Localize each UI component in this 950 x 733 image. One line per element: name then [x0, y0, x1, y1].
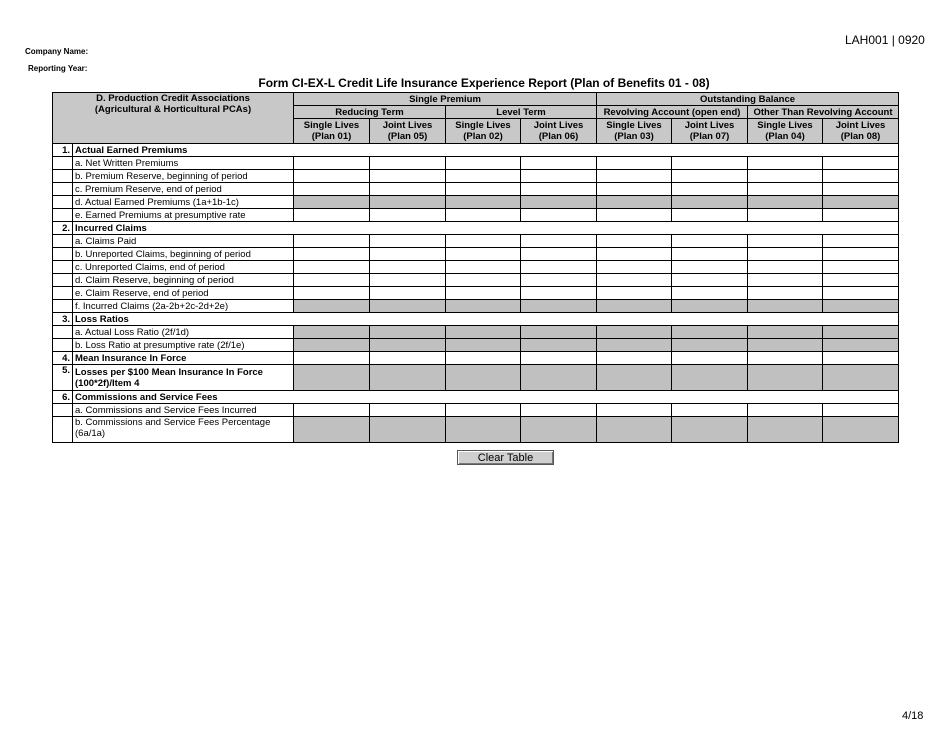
input-cell[interactable] [597, 209, 672, 222]
input-cell[interactable] [370, 404, 446, 417]
input-cell[interactable] [823, 352, 899, 365]
input-cell[interactable] [597, 248, 672, 261]
amount-input[interactable] [296, 352, 367, 364]
calculated-cell [597, 417, 672, 443]
input-cell[interactable] [370, 352, 446, 365]
number-spacer: 3. [53, 313, 73, 326]
input-cell[interactable] [521, 274, 597, 287]
amount-input[interactable] [825, 209, 896, 221]
input-cell[interactable] [370, 183, 446, 196]
number-spacer [53, 261, 73, 274]
input-cell[interactable] [294, 261, 370, 274]
input-cell[interactable] [748, 352, 823, 365]
input-cell[interactable] [446, 404, 521, 417]
amount-input[interactable] [296, 157, 367, 169]
amount-input[interactable] [296, 209, 367, 221]
amount-input[interactable] [296, 274, 367, 286]
input-cell[interactable] [446, 352, 521, 365]
input-cell[interactable] [521, 157, 597, 170]
number-spacer: Incurred Claims [73, 222, 899, 235]
input-cell[interactable] [370, 235, 446, 248]
input-cell[interactable] [294, 248, 370, 261]
calculated-cell [597, 326, 672, 339]
amount-input[interactable] [599, 157, 669, 169]
amount-input[interactable] [523, 274, 594, 286]
number-spacer: e. Claim Reserve, end of period [73, 287, 294, 300]
calculated-cell [521, 300, 597, 313]
calculated-cell [672, 196, 748, 209]
calculated-cell [446, 417, 521, 443]
input-cell[interactable] [446, 183, 521, 196]
number-spacer: a. Net Written Premiums [73, 157, 294, 170]
calculated-cell [521, 339, 597, 352]
amount-input[interactable] [599, 235, 669, 247]
calculated-cell [521, 417, 597, 443]
input-cell[interactable] [294, 287, 370, 300]
input-cell[interactable] [672, 352, 748, 365]
input-cell[interactable] [672, 209, 748, 222]
subgroup-level-term: Level Term [446, 106, 597, 119]
amount-input[interactable] [523, 209, 594, 221]
input-cell[interactable] [446, 235, 521, 248]
calculated-cell [370, 300, 446, 313]
amount-input[interactable] [523, 170, 594, 182]
input-cell[interactable] [748, 209, 823, 222]
amount-input[interactable] [372, 287, 443, 299]
calculated-cell [294, 365, 370, 391]
corner-subtitle: (Agricultural & Horticultural PCAs) [94, 104, 252, 115]
col-plan-05: Joint Lives (Plan 05) [370, 119, 446, 144]
number-spacer [53, 326, 73, 339]
amount-input[interactable] [448, 261, 518, 273]
input-cell[interactable] [748, 183, 823, 196]
amount-input[interactable] [674, 274, 745, 286]
amount-input[interactable] [750, 170, 820, 182]
input-cell[interactable] [597, 404, 672, 417]
experience-report-table [52, 92, 899, 443]
input-cell[interactable] [294, 157, 370, 170]
amount-input[interactable] [296, 170, 367, 182]
input-cell[interactable] [370, 261, 446, 274]
amount-input[interactable] [523, 404, 594, 416]
number-spacer: b. Premium Reserve, beginning of period [73, 170, 294, 183]
amount-input[interactable] [674, 183, 745, 195]
input-cell[interactable] [597, 274, 672, 287]
number-spacer: f. Incurred Claims (2a-2b+2c-2d+2e) [73, 300, 294, 313]
amount-input[interactable] [750, 352, 820, 364]
input-cell[interactable] [672, 261, 748, 274]
calculated-cell [748, 326, 823, 339]
subgroup-reducing-term: Reducing Term [294, 106, 446, 119]
input-cell[interactable] [823, 209, 899, 222]
input-cell[interactable] [294, 235, 370, 248]
number-spacer [53, 417, 73, 443]
amount-input[interactable] [599, 209, 669, 221]
calculated-cell [370, 196, 446, 209]
number-spacer: c. Unreported Claims, end of period [73, 261, 294, 274]
calculated-cell [294, 417, 370, 443]
calculated-cell [748, 417, 823, 443]
amount-input[interactable] [296, 235, 367, 247]
col-plan-06: Joint Lives (Plan 06) [521, 119, 597, 144]
amount-input[interactable] [674, 352, 745, 364]
number-spacer [53, 274, 73, 287]
amount-input[interactable] [750, 235, 820, 247]
amount-input[interactable] [825, 170, 896, 182]
number-spacer: Losses per $100 Mean Insurance In Force (100*2f)/Item 4 [73, 365, 294, 391]
group-outstanding-balance: Outstanding Balance [597, 93, 899, 106]
amount-input[interactable] [599, 287, 669, 299]
input-cell[interactable] [521, 235, 597, 248]
input-cell[interactable] [294, 183, 370, 196]
input-cell[interactable] [672, 274, 748, 287]
calculated-cell [446, 365, 521, 391]
number-spacer: 6. [53, 391, 73, 404]
input-cell[interactable] [521, 404, 597, 417]
input-cell[interactable] [597, 235, 672, 248]
amount-input[interactable] [599, 261, 669, 273]
calculated-cell [823, 417, 899, 443]
number-spacer: 1. [53, 144, 73, 157]
amount-input[interactable] [825, 352, 896, 364]
amount-input[interactable] [825, 274, 896, 286]
col-plan-07: Joint Lives (Plan 07) [672, 119, 748, 144]
number-spacer: b. Unreported Claims, beginning of period [73, 248, 294, 261]
input-cell[interactable] [370, 209, 446, 222]
calculated-cell [446, 196, 521, 209]
calculated-cell [370, 339, 446, 352]
number-spacer: Commissions and Service Fees [73, 391, 899, 404]
input-cell[interactable] [672, 248, 748, 261]
input-cell[interactable] [823, 287, 899, 300]
amount-input[interactable] [599, 183, 669, 195]
amount-input[interactable] [825, 248, 896, 260]
amount-input[interactable] [825, 404, 896, 416]
group-single-premium: Single Premium [294, 93, 597, 106]
amount-input[interactable] [750, 261, 820, 273]
amount-input[interactable] [825, 287, 896, 299]
calculated-cell [672, 417, 748, 443]
input-cell[interactable] [672, 183, 748, 196]
calculated-cell [823, 339, 899, 352]
amount-input[interactable] [448, 248, 518, 260]
input-cell[interactable] [597, 287, 672, 300]
calculated-cell [823, 196, 899, 209]
amount-input[interactable] [372, 248, 443, 260]
amount-input[interactable] [372, 170, 443, 182]
number-spacer: 5. [53, 365, 73, 391]
input-cell[interactable] [370, 157, 446, 170]
input-cell[interactable] [597, 261, 672, 274]
input-cell[interactable] [294, 209, 370, 222]
input-cell[interactable] [672, 170, 748, 183]
calculated-cell [823, 326, 899, 339]
input-cell[interactable] [294, 404, 370, 417]
amount-input[interactable] [448, 274, 518, 286]
amount-input[interactable] [372, 404, 443, 416]
input-cell[interactable] [672, 235, 748, 248]
number-spacer [53, 183, 73, 196]
input-cell[interactable] [823, 261, 899, 274]
calculated-cell [748, 196, 823, 209]
input-cell[interactable] [672, 404, 748, 417]
subgroup-revolving-account: Revolving Account (open end) [597, 106, 748, 119]
number-spacer: b. Commissions and Service Fees Percentage (6a/1a) [73, 417, 294, 443]
input-cell[interactable] [370, 287, 446, 300]
amount-input[interactable] [599, 170, 669, 182]
number-spacer [53, 248, 73, 261]
amount-input[interactable] [372, 235, 443, 247]
input-cell[interactable] [823, 248, 899, 261]
page-number: 4/18 [902, 710, 924, 722]
amount-input[interactable] [674, 248, 745, 260]
calculated-cell [672, 339, 748, 352]
number-spacer: a. Actual Loss Ratio (2f/1d) [73, 326, 294, 339]
input-cell[interactable] [446, 248, 521, 261]
input-cell[interactable] [294, 274, 370, 287]
amount-input[interactable] [750, 209, 820, 221]
number-spacer: d. Claim Reserve, beginning of period [73, 274, 294, 287]
amount-input[interactable] [599, 352, 669, 364]
number-spacer: a. Claims Paid [73, 235, 294, 248]
input-cell[interactable] [294, 352, 370, 365]
number-spacer: a. Commissions and Service Fees Incurred [73, 404, 294, 417]
corner-title: D. Production Credit Associations [96, 93, 250, 104]
amount-input[interactable] [825, 183, 896, 195]
input-cell[interactable] [446, 170, 521, 183]
input-cell[interactable] [597, 183, 672, 196]
number-spacer [53, 300, 73, 313]
input-cell[interactable] [823, 183, 899, 196]
amount-input[interactable] [372, 352, 443, 364]
input-cell[interactable] [521, 183, 597, 196]
amount-input[interactable] [296, 183, 367, 195]
amount-input[interactable] [750, 274, 820, 286]
input-cell[interactable] [823, 235, 899, 248]
amount-input[interactable] [448, 157, 518, 169]
input-cell[interactable] [370, 274, 446, 287]
calculated-cell [294, 300, 370, 313]
number-spacer: Actual Earned Premiums [73, 144, 899, 157]
amount-input[interactable] [674, 404, 745, 416]
calculated-cell [672, 365, 748, 391]
input-cell[interactable] [521, 209, 597, 222]
calculated-cell [370, 365, 446, 391]
input-cell[interactable] [446, 209, 521, 222]
number-spacer: 4. [53, 352, 73, 365]
amount-input[interactable] [825, 261, 896, 273]
input-cell[interactable] [521, 261, 597, 274]
number-spacer: c. Premium Reserve, end of period [73, 183, 294, 196]
calculated-cell [294, 326, 370, 339]
calculated-cell [521, 365, 597, 391]
amount-input[interactable] [523, 157, 594, 169]
input-cell[interactable] [597, 157, 672, 170]
clear-table-button[interactable]: Clear Table [457, 450, 554, 465]
number-spacer [53, 157, 73, 170]
input-cell[interactable] [823, 404, 899, 417]
input-cell[interactable] [597, 170, 672, 183]
number-spacer [53, 339, 73, 352]
col-plan-08: Joint Lives (Plan 08) [823, 119, 899, 144]
amount-input[interactable] [296, 404, 367, 416]
input-cell[interactable] [672, 157, 748, 170]
input-cell[interactable] [748, 235, 823, 248]
amount-input[interactable] [372, 157, 443, 169]
calculated-cell [446, 300, 521, 313]
input-cell[interactable] [672, 287, 748, 300]
company-name-label: Company Name: [25, 47, 89, 56]
input-cell[interactable] [748, 261, 823, 274]
input-cell[interactable] [748, 157, 823, 170]
input-cell[interactable] [521, 352, 597, 365]
amount-input[interactable] [372, 261, 443, 273]
amount-input[interactable] [448, 209, 518, 221]
calculated-cell [294, 339, 370, 352]
form-code: LAH001 | 0920 [845, 33, 925, 47]
number-spacer: Loss Ratios [73, 313, 899, 326]
calculated-cell [597, 300, 672, 313]
amount-input[interactable] [523, 235, 594, 247]
input-cell[interactable] [521, 287, 597, 300]
calculated-cell [672, 300, 748, 313]
input-cell[interactable] [823, 170, 899, 183]
input-cell[interactable] [521, 248, 597, 261]
input-cell[interactable] [597, 352, 672, 365]
amount-input[interactable] [674, 170, 745, 182]
input-cell[interactable] [446, 287, 521, 300]
amount-input[interactable] [674, 287, 745, 299]
calculated-cell [446, 326, 521, 339]
number-spacer [53, 235, 73, 248]
amount-input[interactable] [674, 235, 745, 247]
input-cell[interactable] [370, 170, 446, 183]
amount-input[interactable] [523, 352, 594, 364]
calculated-cell [823, 300, 899, 313]
calculated-cell [370, 326, 446, 339]
calculated-cell [597, 365, 672, 391]
amount-input[interactable] [825, 157, 896, 169]
calculated-cell [370, 417, 446, 443]
input-cell[interactable] [294, 170, 370, 183]
input-cell[interactable] [446, 261, 521, 274]
number-spacer: Mean Insurance In Force [73, 352, 294, 365]
number-spacer: e. Earned Premiums at presumptive rate [73, 209, 294, 222]
calculated-cell [294, 196, 370, 209]
amount-input[interactable] [296, 287, 367, 299]
input-cell[interactable] [823, 274, 899, 287]
amount-input[interactable] [674, 209, 745, 221]
amount-input[interactable] [448, 352, 518, 364]
input-cell[interactable] [748, 170, 823, 183]
amount-input[interactable] [599, 404, 669, 416]
number-spacer [53, 196, 73, 209]
input-cell[interactable] [370, 248, 446, 261]
col-plan-03: Single Lives (Plan 03) [597, 119, 672, 144]
amount-input[interactable] [825, 235, 896, 247]
amount-input[interactable] [448, 183, 518, 195]
amount-input[interactable] [448, 170, 518, 182]
calculated-cell [521, 196, 597, 209]
amount-input[interactable] [674, 261, 745, 273]
number-spacer [53, 287, 73, 300]
number-spacer: b. Loss Ratio at presumptive rate (2f/1e) [73, 339, 294, 352]
subgroup-other-than-revolving: Other Than Revolving Account [748, 106, 899, 119]
number-spacer [53, 209, 73, 222]
amount-input[interactable] [750, 157, 820, 169]
number-spacer: d. Actual Earned Premiums (1a+1b-1c) [73, 196, 294, 209]
amount-input[interactable] [523, 183, 594, 195]
input-cell[interactable] [446, 274, 521, 287]
amount-input[interactable] [599, 274, 669, 286]
amount-input[interactable] [599, 248, 669, 260]
number-spacer [53, 404, 73, 417]
calculated-cell [748, 339, 823, 352]
number-spacer [53, 170, 73, 183]
calculated-cell [748, 300, 823, 313]
amount-input[interactable] [372, 209, 443, 221]
input-cell[interactable] [748, 274, 823, 287]
input-cell[interactable] [748, 404, 823, 417]
calculated-cell [672, 326, 748, 339]
amount-input[interactable] [523, 248, 594, 260]
amount-input[interactable] [750, 183, 820, 195]
amount-input[interactable] [523, 287, 594, 299]
calculated-cell [521, 326, 597, 339]
form-title: Form CI-EX-L Credit Life Insurance Experience Report (Plan of Benefits 01 - 08) [258, 76, 710, 90]
amount-input[interactable] [523, 261, 594, 273]
input-cell[interactable] [823, 157, 899, 170]
amount-input[interactable] [296, 261, 367, 273]
calculated-cell [446, 339, 521, 352]
amount-input[interactable] [448, 404, 518, 416]
amount-input[interactable] [372, 274, 443, 286]
input-cell[interactable] [446, 157, 521, 170]
col-plan-02: Single Lives (Plan 02) [446, 119, 521, 144]
amount-input[interactable] [750, 404, 820, 416]
calculated-cell [597, 339, 672, 352]
amount-input[interactable] [674, 157, 745, 169]
number-spacer: 2. [53, 222, 73, 235]
reporting-year-label: Reporting Year: [28, 64, 88, 73]
calculated-cell [748, 365, 823, 391]
amount-input[interactable] [448, 287, 518, 299]
amount-input[interactable] [448, 235, 518, 247]
amount-input[interactable] [296, 248, 367, 260]
input-cell[interactable] [748, 287, 823, 300]
col-plan-01: Single Lives (Plan 01) [294, 119, 370, 144]
calculated-cell [597, 196, 672, 209]
amount-input[interactable] [750, 287, 820, 299]
col-plan-04: Single Lives (Plan 04) [748, 119, 823, 144]
calculated-cell [823, 365, 899, 391]
input-cell[interactable] [748, 248, 823, 261]
table-corner-header [53, 93, 294, 144]
amount-input[interactable] [750, 248, 820, 260]
input-cell[interactable] [521, 170, 597, 183]
amount-input[interactable] [372, 183, 443, 195]
